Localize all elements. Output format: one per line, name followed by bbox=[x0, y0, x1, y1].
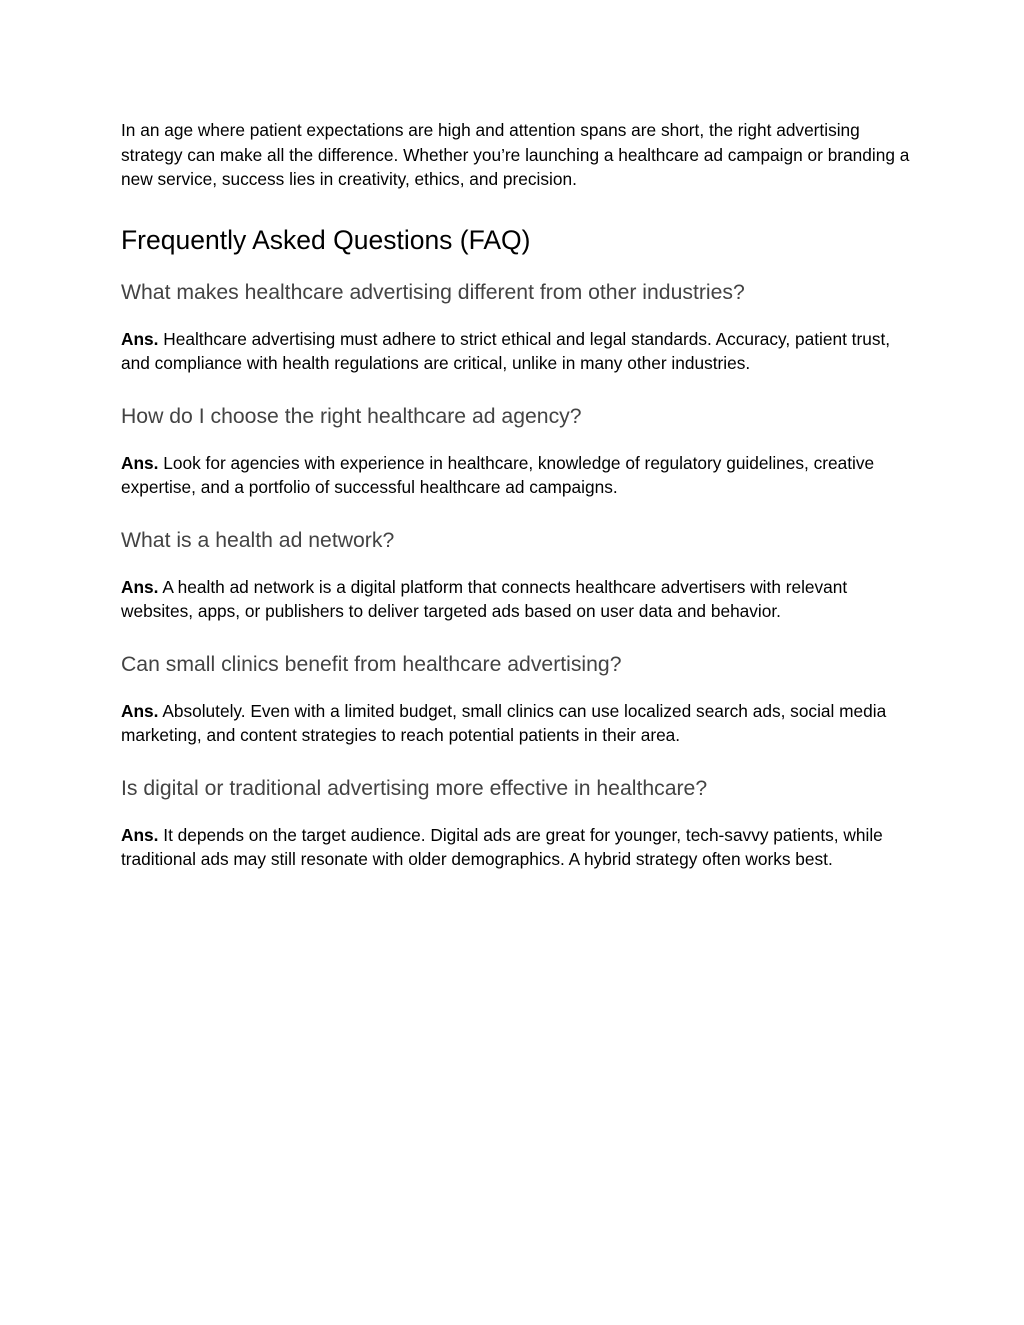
faq-item bbox=[121, 527, 911, 624]
faq-answer bbox=[121, 575, 911, 624]
answer-prefix: Ans. bbox=[121, 576, 159, 597]
faq-answer bbox=[121, 451, 911, 500]
answer-prefix: Ans. bbox=[121, 452, 159, 473]
faq-answer bbox=[121, 327, 911, 376]
faq-item bbox=[121, 775, 911, 872]
answer-prefix: Ans. bbox=[121, 824, 159, 845]
faq-question: Can small clinics benefit from healthcare advertising? bbox=[121, 652, 622, 676]
faq-answer bbox=[121, 699, 911, 748]
answer-text: Absolutely. Even with a limited budget, small clinics can use localized search ads, social media marketing, and content strategies to reach potential patients in their area. bbox=[121, 700, 887, 745]
faq-heading: Frequently Asked Questions (FAQ) bbox=[121, 224, 531, 255]
faq-question: What is a health ad network? bbox=[121, 528, 395, 552]
faq-answer bbox=[121, 823, 911, 872]
answer-text: Healthcare advertising must adhere to strict ethical and legal standards. Accuracy, patient trust, and compliance with health regulations are critical, unlike in many other industries. bbox=[121, 328, 891, 373]
answer-text: A health ad network is a digital platform that connects healthcare advertisers with relevant websites, apps, or publishers to deliver targeted ads based on user data and behavior. bbox=[121, 576, 848, 621]
answer-prefix: Ans. bbox=[121, 328, 159, 349]
faq-question: How do I choose the right healthcare ad agency? bbox=[121, 404, 582, 428]
faq-question: What makes healthcare advertising different from other industries? bbox=[121, 280, 745, 304]
faq-item bbox=[121, 279, 911, 376]
answer-text: Look for agencies with experience in healthcare, knowledge of regulatory guidelines, creative expertise, and a portfolio of successful healthcare ad campaigns. bbox=[121, 452, 875, 497]
document-page bbox=[121, 118, 911, 872]
faq-item bbox=[121, 403, 911, 500]
faq-item bbox=[121, 651, 911, 748]
answer-prefix: Ans. bbox=[121, 700, 159, 721]
intro-paragraph: In an age where patient expectations are high and attention spans are short, the right advertising strategy can make all the difference. Whether you’re launching a healthcare ad campaign or branding a new service, success lies in creativity, ethics, and precision. bbox=[121, 120, 910, 189]
answer-text: It depends on the target audience. Digital ads are great for younger, tech-savvy patients, while traditional ads may still resonate with older demographics. A hybrid strategy often works best. bbox=[121, 824, 883, 869]
faq-question: Is digital or traditional advertising more effective in healthcare? bbox=[121, 776, 708, 800]
